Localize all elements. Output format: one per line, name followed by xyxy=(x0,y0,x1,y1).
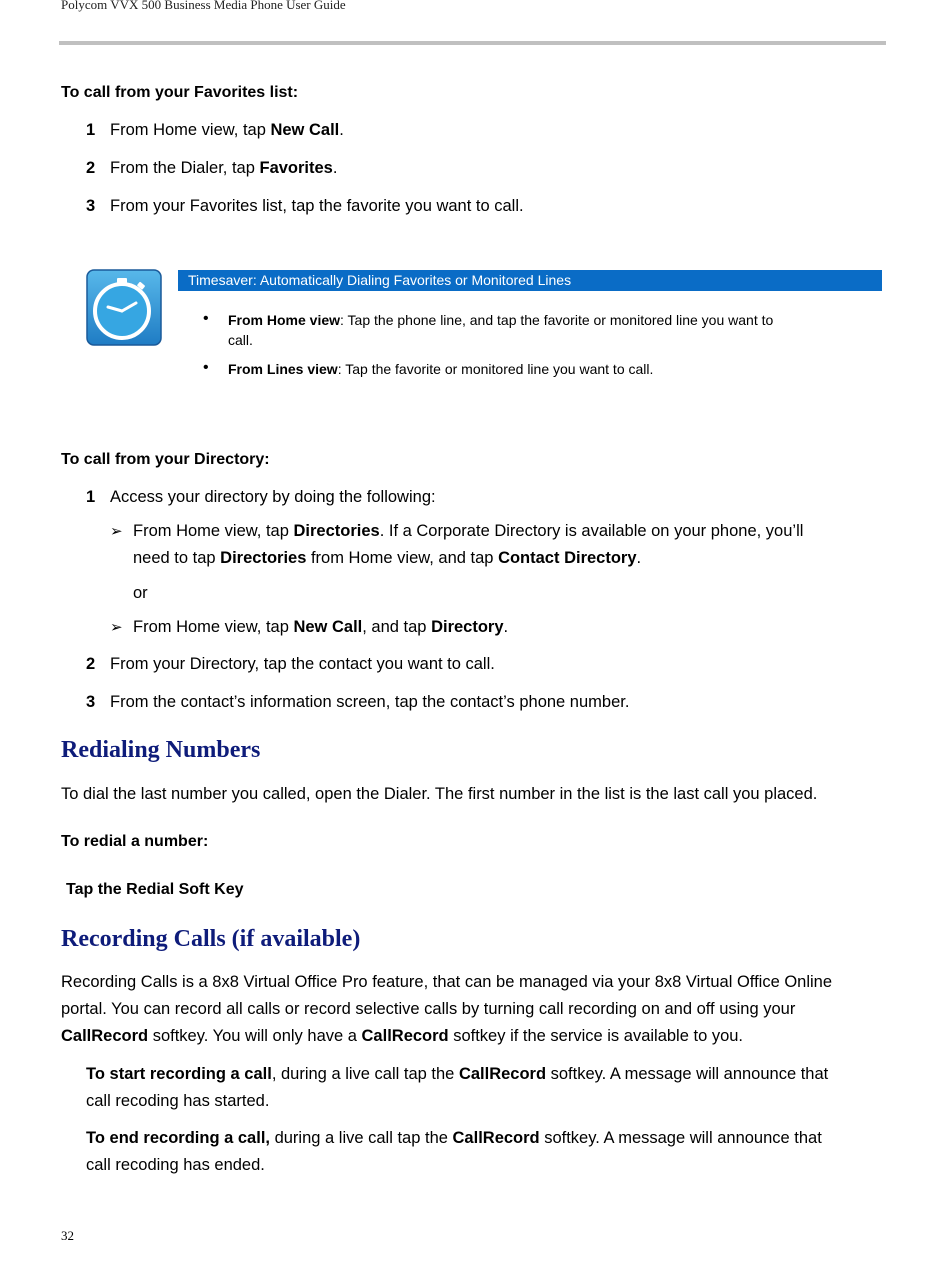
directory-or: or xyxy=(133,584,148,602)
timesaver-title-bar: Timesaver: Automatically Dialing Favorites or Monitored Lines xyxy=(178,270,882,291)
page-number: 32 xyxy=(61,1228,74,1243)
directory-substep-2: ➢ From Home view, tap New Call, and tap Directory. xyxy=(110,618,509,636)
header-rule xyxy=(59,41,886,45)
recording-start: To start recording a call, during a live call tap the CallRecord softkey. A message will announce that call recoding has started. xyxy=(86,1065,829,1110)
directory-heading: To call from your Directory: xyxy=(61,451,270,468)
recording-title: Recording Calls (if available) xyxy=(61,926,361,952)
redialing-text: To dial the last number you called, open the Dialer. The first number in the list is the last call you placed. xyxy=(61,785,818,803)
running-header: Polycom VVX 500 Business Media Phone User Guide xyxy=(61,0,346,12)
directory-step-3: 3 From the contact’s information screen, tap the contact’s phone number. xyxy=(86,693,630,711)
redialing-title: Redialing Numbers xyxy=(61,737,261,763)
arrow-bullet-icon: ➢ xyxy=(110,523,123,540)
recording-end: To end recording a call, during a live call tap the CallRecord softkey. A message will announce that call recoding has ended. xyxy=(86,1129,822,1174)
directory-step-2: 2 From your Directory, tap the contact you want to call. xyxy=(86,655,495,673)
favorites-heading: To call from your Favorites list: xyxy=(61,84,299,101)
directory-step-1: 1 Access your directory by doing the following: xyxy=(86,488,436,506)
timesaver-bullet-1: • From Home view: Tap the phone line, and tap the favorite or monitored line you want to call. xyxy=(203,310,774,348)
redial-instruction: Tap the Redial Soft Key xyxy=(66,881,244,898)
directory-substep-1: ➢ From Home view, tap Directories. If a Corporate Directory is available on your phone, you’ll xyxy=(110,522,804,540)
favorites-step-1: 1 From Home view, tap New Call. xyxy=(86,121,344,139)
directory-substep-1-cont: need to tap Directories from Home view, and tap Contact Directory. xyxy=(133,549,642,567)
favorites-step-3: 3 From your Favorites list, tap the favorite you want to call. xyxy=(86,197,524,215)
arrow-bullet-icon: ➢ xyxy=(110,619,123,636)
timesaver-bullet-2: • From Lines view: Tap the favorite or monitored line you want to call. xyxy=(203,359,654,377)
recording-intro: Recording Calls is a 8x8 Virtual Office Pro feature, that can be managed via your 8x8 Virtual Office Online portal. You can record all calls or record selective calls by turning call recording on and off using your CallRecord softkey. You will only have a CallRecord softkey if the service is available to you. xyxy=(61,973,833,1045)
stopwatch-icon xyxy=(86,269,162,346)
favorites-step-2: 2 From the Dialer, tap Favorites. xyxy=(86,159,338,177)
redial-heading: To redial a number: xyxy=(61,833,209,850)
